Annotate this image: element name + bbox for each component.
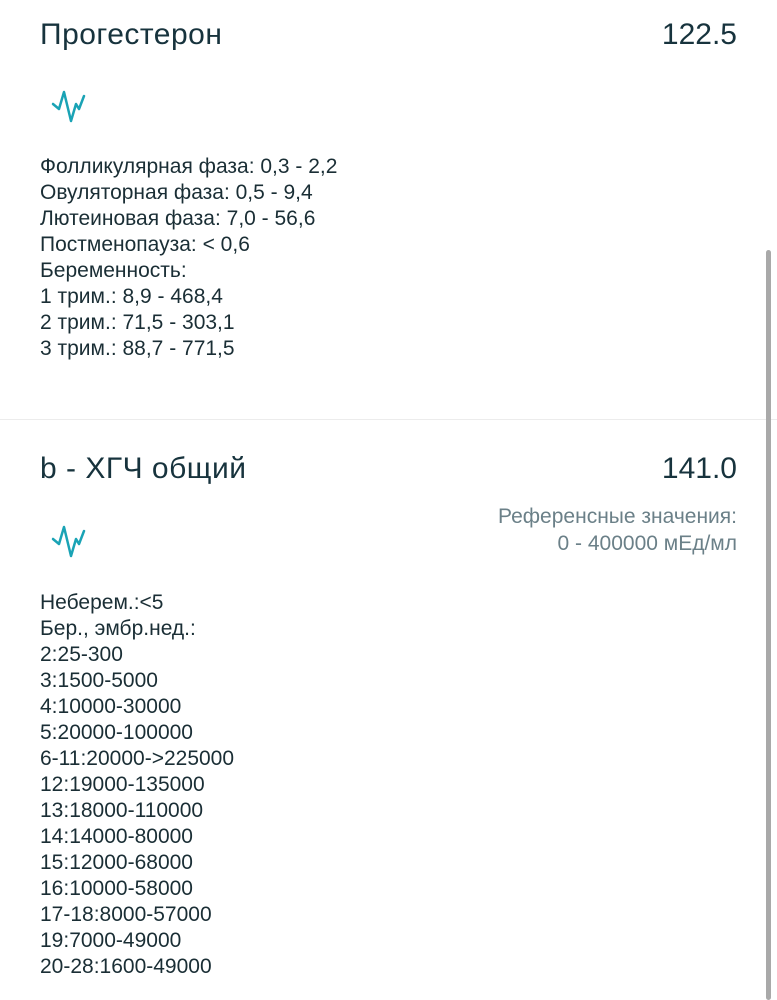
norm-line: 15:12000-68000 <box>40 851 193 874</box>
norm-line: 17-18:8000-57000 <box>40 903 212 926</box>
norm-line: 4:10000-30000 <box>40 695 182 718</box>
reference-norms <box>40 154 337 362</box>
norm-line: 3:1500-5000 <box>40 669 158 692</box>
norm-line: 13:18000-110000 <box>40 799 204 822</box>
reference-norms <box>40 590 234 980</box>
norm-line: 12:19000-135000 <box>40 773 205 796</box>
norm-line: 2:25-300 <box>40 643 123 666</box>
norm-line: Овуляторная фаза: 0,5 - 9,4 <box>40 181 313 204</box>
norm-line: 14:14000-80000 <box>40 825 193 848</box>
norm-line: 3 трим.: 88,7 - 771,5 <box>40 337 235 360</box>
norm-line: 6-11:20000->225000 <box>40 747 235 770</box>
test-title: Прогестерон <box>40 18 223 51</box>
reference-label: Референсные значения: <box>498 505 737 528</box>
pulse-icon[interactable] <box>50 84 90 124</box>
norm-line: 1 трим.: 8,9 - 468,4 <box>40 285 223 308</box>
reference-values <box>498 503 737 557</box>
norm-line: 20-28:1600-49000 <box>40 955 212 978</box>
test-value: 141.0 <box>661 452 737 485</box>
norm-line: Бер., эмбр.нед.: <box>40 617 196 640</box>
pulse-icon[interactable] <box>50 519 90 559</box>
norm-line: Фолликулярная фаза: 0,3 - 2,2 <box>40 155 338 178</box>
hcg-card[interactable] <box>0 420 777 1000</box>
norm-line: 2 трим.: 71,5 - 303,1 <box>40 311 235 334</box>
progesterone-card[interactable] <box>0 0 777 419</box>
norm-line: Лютеиновая фаза: 7,0 - 56,6 <box>40 207 316 230</box>
test-value: 122.5 <box>661 18 737 51</box>
scrollbar[interactable] <box>766 250 771 1000</box>
norm-line: 16:10000-58000 <box>40 877 193 900</box>
norm-line: Постменопауза: < 0,6 <box>40 233 250 256</box>
norm-line: 5:20000-100000 <box>40 721 193 744</box>
reference-range: 0 - 400000 мЕд/мл <box>557 532 737 555</box>
test-title: b - ХГЧ общий <box>40 452 247 485</box>
norm-line: Неберем.:<5 <box>40 591 164 614</box>
norm-line: 19:7000-49000 <box>40 929 182 952</box>
norm-line: Беременность: <box>40 259 187 282</box>
